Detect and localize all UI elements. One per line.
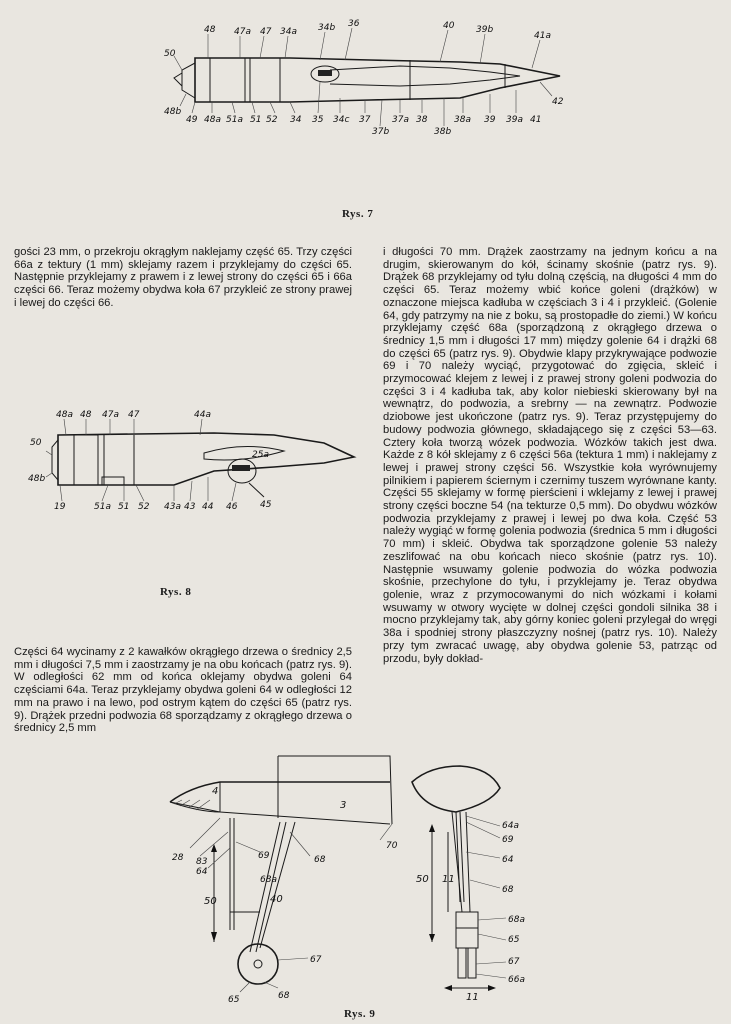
fig8-label-19: 19 [54,502,66,512]
fig9-dim-bottom: 11 [466,992,479,1003]
figure-8-caption: Rys. 8 [160,586,192,598]
fig9-label-70: 70 [386,841,398,851]
fig9-label-68a: 68a [260,875,277,885]
figure-7 [160,18,580,137]
fig9-label-68-bottom: 68 [278,991,290,1001]
paragraph: Części 64 wycinamy z 2 kawałków okrągłego drzewa o średnicy 2,5 mm i długości 7,5 mm i zaostrzamy je na obu końcach (patrz rys. 9). W odległości 62 mm od końca oklejamy obydwa goleni 64 częściami 64a. Teraz przyklejamy obydwa goleni 64 w odległości 12 mm na prawo i na lewo, pod ostrym kątem do części 65 (patrz rys. 9). Drążek przedni podwozia 68 sporządzamy z okrągłego drzewa o średnicy 2,5 mm [14,646,352,735]
fig8-label-46: 46 [226,502,238,512]
fig8-label-51: 51 [118,502,130,512]
fig9-label-83: 83 [196,857,208,867]
fig9-label-65: 65 [228,995,240,1005]
fig7-label-51a: 51a [226,115,243,125]
fig9-label-40: 40 [270,894,283,905]
figure-9-caption: Rys. 9 [344,1008,376,1020]
fig7-label-41a: 41a [534,31,551,41]
fig8-label-48a: 48a [56,410,73,420]
figure-9 [160,752,720,1007]
text-column-left-top [14,246,352,310]
fig8-label-43a: 43a [164,502,181,512]
fig9-label-69: 69 [258,851,270,861]
fig9-label-64a: 64a [502,821,519,831]
fig9-label-68-top: 68 [314,855,326,865]
fig7-label-50: 50 [164,49,176,59]
fig8-label-44: 44 [202,502,214,512]
figure-7-caption: Rys. 7 [342,208,374,220]
figure-8 [24,405,364,525]
figure-7-drawing [160,18,580,137]
fig9-label-3: 3 [340,800,347,811]
paragraph: gości 23 mm, o przekroju okrągłym naklejamy część 65. Trzy części 66a z tektury (1 mm) sklejamy razem i przyklejamy do części 65. Następnie przyklejamy z prawem i z lewej strony do części 65 i 66a części 66. Teraz możemy obydwa koła 67 przykleić ze strony prawej i lewej do części 66. [14,246,352,309]
fig7-label-47a: 47a [234,27,251,37]
fig8-label-48: 48 [80,410,92,420]
fig7-label-39a: 39a [506,115,523,125]
fig7-label-39: 39 [484,115,496,125]
fig7-label-40: 40 [443,21,455,31]
text-column-left-bottom [14,646,352,735]
fig7-label-38a: 38a [454,115,471,125]
fig7-label-34b: 34b [318,23,336,33]
fig8-label-47a: 47a [102,410,119,420]
fig9-label-68a-right: 68a [508,915,525,925]
fig9-label-64: 64 [196,867,208,877]
paragraph: i długości 70 mm. Drążek zaostrzamy na jednym końcu a na drugim, skierowanym do kół, ścinamy skośnie (patrz rys. 9). Drążek 68 przyklejamy od tyłu dolną częścią, na długości 4 mm do części 65. Teraz możemy wbić końce goleni (drążków) w oznaczone miejsca kadłuba w częściach 3 i 4 i przykleić. (Golenie 64, gdy patrzymy na nie z boku, są prostopadłe do ziemi.) W końcu przyklejamy część 68a (sporządzoną z okrągłego drzewa o średnicy 1,5 mm i długości 17 mm) między golenie 64 i drążki 68 do części 65 (patrz rys. 9). Obydwie klapy przykrywające podwozie 69 i 70 należy wyciąć, przygotować do zgięcia, skleić i przymocować klejem z lewej i z prawej strony goleni podwozia do części 3 i 4 kadłuba tak, aby kolor niebieski skierowany był na wewnątrz, do podwozia, a srebrny — na zewnątrz. Podwozie dziobowe jest ukończone (patrz rys. 9). Teraz przystępujemy do budowy podwozia głównego, składającego się z części 53—63. Cztery koła tworzą wózek podwozia. Wózków takich jest dwa. Każde z 8 kół sklejamy z 6 części 56a (tektura 1 mm) i naklejamy z lewej i prawej strony części 56. Wszystkie koła wyrównujemy pilnikiem i papierem ściernym i czernimy tuszem wyrównane kanty. Części 55 sklejamy w formę pierścieni i wklejamy z lewej i prawej strony części boczne 54 (na tekturze 0,5 mm). Do obydwu wózków podwozia przyklejamy z prawej i lewej po dwa koła. Część 53 należy wygiąć w formę golenia podwozia (średnica 5 mm i długości 70 mm) i skleić. Obydwa tak sporządzone golenie 53 należy zeszlifować na obu końcach nieco skośnie (patrz rys. 10). Następnie wsuwamy golenie podwozia do wózka podwozia skośnie, przechylone do tyłu, i przyklejamy je. Teraz obydwa golenie, wraz z przymocowanymi do nich wózkami i kołami wsuwamy w otwory wycięte w dolnej części gondoli silnika 38 i mocno przyklejamy tak, aby górny koniec goleni przylegał do wręgi 38a i spodniej strony płaszczyzny nośnej (patrz rys. 10). Należy przy tym zwracać uwagę, aby obydwa golenie 53, patrząc od przodu, były dokład- [383,246,717,665]
fig9-label-64-right: 64 [502,855,514,865]
fig9-label-66a: 66a [508,975,525,985]
fig7-label-51: 51 [250,115,262,125]
text-column-right [383,246,717,665]
fig9-label-69-right: 69 [502,835,514,845]
fig9-dim-right-11: 11 [442,874,455,885]
fig8-label-47: 47 [128,410,140,420]
fig7-label-42: 42 [552,97,564,107]
fig9-label-28: 28 [172,853,184,863]
figure-8-drawing [24,405,364,525]
fig7-label-34a: 34a [280,27,297,37]
fig7-label-38b: 38b [434,127,452,137]
fig7-label-49: 49 [186,115,198,125]
fig8-label-48b: 48b [28,474,46,484]
fig8-label-45: 45 [260,500,272,510]
fig7-label-52: 52 [266,115,278,125]
fig7-label-34: 34 [290,115,302,125]
fig7-label-41: 41 [530,115,542,125]
fig8-label-52: 52 [138,502,150,512]
fig8-label-50: 50 [30,438,42,448]
fig7-label-48: 48 [204,25,216,35]
fig9-label-67: 67 [310,955,322,965]
fig9-label-4: 4 [212,786,219,797]
fig9-label-68-right: 68 [502,885,514,895]
fig8-label-44a: 44a [194,410,211,420]
fig9-dim-left: 50 [204,896,217,907]
fig7-label-39b: 39b [476,25,494,35]
fig8-label-43: 43 [184,502,196,512]
fig7-label-37: 37 [359,115,371,125]
fig8-label-25a: 25a [252,450,269,460]
fig7-label-37a: 37a [392,115,409,125]
fig7-label-48b: 48b [164,107,182,117]
fig7-label-37b: 37b [372,127,390,137]
fig7-label-36: 36 [348,19,360,29]
fig7-label-34c: 34c [333,115,350,125]
fig7-label-48a: 48a [204,115,221,125]
fig9-label-65-right: 65 [508,935,520,945]
fig7-label-35: 35 [312,115,324,125]
fig7-label-47: 47 [260,27,272,37]
fig9-dim-right-50: 50 [416,874,429,885]
fig9-label-67-right: 67 [508,957,520,967]
fig8-label-51a: 51a [94,502,111,512]
figure-9-drawing [160,752,720,1007]
fig7-label-38: 38 [416,115,428,125]
